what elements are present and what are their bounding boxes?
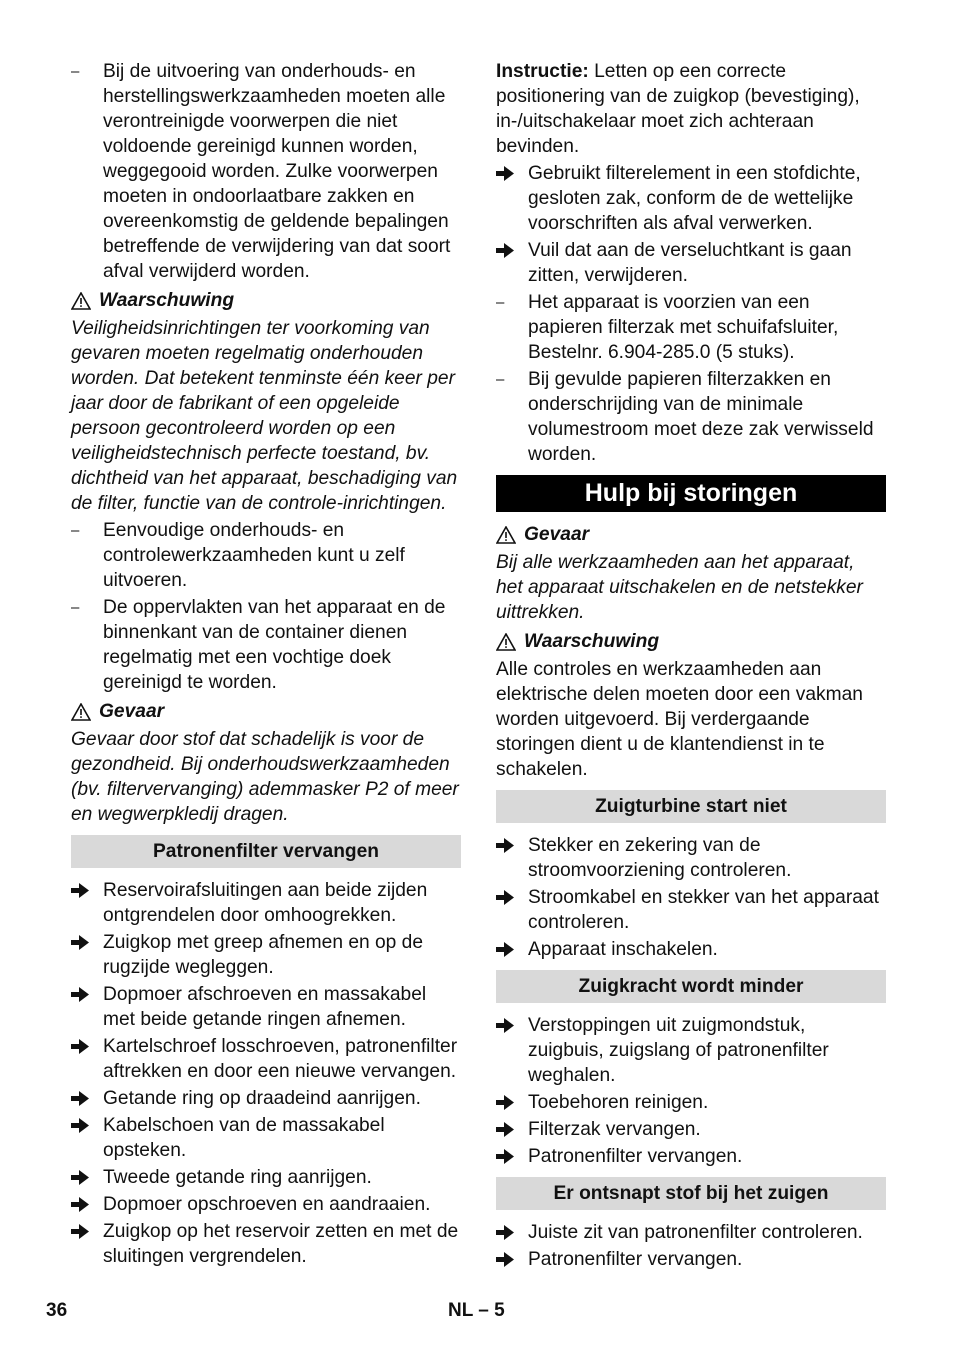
list-item-text: De oppervlakten van het apparaat en de binnenkant van de container dienen regelmatig met een vochtige doek gereinigd te worden. xyxy=(103,597,446,693)
arrow-right-icon xyxy=(496,161,524,181)
arrow-right-icon xyxy=(496,1247,524,1267)
arrow-right-icon xyxy=(71,1086,99,1106)
arrow-right-icon xyxy=(71,982,99,1002)
list-item-text: Dopmoer opschroeven en aandraaien. xyxy=(103,1194,431,1215)
page-number: 36 xyxy=(46,1300,68,1321)
list-item-text: Kabelschoen van de massakabel opsteken. xyxy=(103,1115,385,1161)
list-item-text: Apparaat inschakelen. xyxy=(528,939,718,960)
list-item-text: Bij gevulde papieren filterzakken en onderschrijding van de minimale volumestroom moet deze zak verwisseld worden. xyxy=(528,369,874,465)
instruction-label: Instructie: xyxy=(496,61,589,82)
list-item xyxy=(71,1086,461,1111)
list-item-text: Juiste zit van patronenfilter controleren. xyxy=(528,1222,863,1243)
instruction-paragraph xyxy=(496,59,886,159)
list-item xyxy=(496,1090,886,1115)
list-item xyxy=(496,1247,886,1272)
dash-marker: – xyxy=(71,63,80,80)
arrow-right-icon xyxy=(71,1165,99,1185)
list-item xyxy=(71,930,461,980)
arrow-right-icon xyxy=(71,1113,99,1133)
list-item xyxy=(71,59,461,284)
danger-heading xyxy=(71,699,461,724)
list-item xyxy=(496,885,886,935)
list-item xyxy=(71,1192,461,1217)
troubleshooting-sections xyxy=(496,790,886,1272)
list-item xyxy=(496,290,886,365)
arrow-right-icon xyxy=(496,1117,524,1137)
arrow-right-icon xyxy=(496,238,524,258)
list-item-text: Zuigkop met greep afnemen en op de rugzijde wegleggen. xyxy=(103,932,424,978)
language-page-marker: NL – 5 xyxy=(448,1300,505,1321)
arrow-right-icon xyxy=(496,885,524,905)
list-item xyxy=(496,1117,886,1142)
arrow-right-icon xyxy=(71,878,99,898)
list-item xyxy=(71,595,461,695)
list-item-text: Dopmoer afschroeven en massakabel met beide getande ringen afnemen. xyxy=(103,984,427,1030)
section-heading: Zuigkracht wordt minder xyxy=(496,970,886,1003)
list-item xyxy=(496,161,886,236)
list-item xyxy=(71,1113,461,1163)
danger-label: Gevaar xyxy=(524,524,590,545)
arrow-right-icon xyxy=(71,1192,99,1212)
warning-triangle-icon xyxy=(71,703,91,721)
list-item-text: Kartelschroef losschroeven, patronenfilter aftrekken en door een nieuwe vervangen. xyxy=(103,1036,458,1082)
list-item-text: Bij de uitvoering van onderhouds- en herstellingswerkzaamheden moeten alle verontreinigde voorwerpen die niet voldoende gereinigd kunnen worden, weggegooid worden. Zulke voorwerpen moeten in ondoorlaatbare zakken en overeenkomstig de geldende bepalingen betreffende de verwijdering van dat soort afval verwijderd worden. xyxy=(103,61,451,282)
list-item-text: Eenvoudige onderhouds- en controlewerkzaamheden kunt u zelf uitvoeren. xyxy=(103,520,405,591)
warning-triangle-icon xyxy=(496,526,516,544)
list-item-text: Vuil dat aan de verseluchtkant is gaan zitten, verwijderen. xyxy=(528,240,852,286)
list-item-text: Filterzak vervangen. xyxy=(528,1119,701,1140)
list-item xyxy=(496,1220,886,1245)
arrow-right-icon xyxy=(496,937,524,957)
warning-label: Waarschuwing xyxy=(99,290,235,311)
left-column xyxy=(71,59,461,1271)
list-item-text: Zuigkop op het reservoir zetten en met de sluitingen vergrendelen. xyxy=(103,1221,459,1267)
list-item-text: Verstoppingen uit zuigmondstuk, zuigbuis, zuigslang of patronenfilter weghalen. xyxy=(528,1015,829,1086)
list-item-text: Stroomkabel en stekker van het apparaat controleren. xyxy=(528,887,879,933)
step-list xyxy=(496,161,886,288)
dash-marker: – xyxy=(71,599,80,616)
dash-marker: – xyxy=(496,294,505,311)
section-heading: Zuigturbine start niet xyxy=(496,790,886,823)
warning-triangle-icon xyxy=(71,292,91,310)
list-item-text: Getande ring op draadeind aanrijgen. xyxy=(103,1088,421,1109)
list-item-text: Reservoirafsluitingen aan beide zijden ontgrendelen door omhoogrekken. xyxy=(103,880,428,926)
arrow-right-icon xyxy=(496,1090,524,1110)
warning-triangle-icon xyxy=(496,633,516,651)
danger-label: Gevaar xyxy=(99,701,165,722)
list-item xyxy=(496,367,886,467)
warning-text: Veiligheidsinrichtingen ter voorkoming van gevaren moeten regelmatig onderhouden worden. Dat betekent tenminste één keer per jaar door de fabrikant of een opgeleide persoon gecontroleerd worden op een veiligheidstechnisch perfecte toestand, bv. dichtheid van het apparaat, beschadiging van de filter, functie van de controle-inrichtingen. xyxy=(71,318,458,514)
list-item xyxy=(71,1219,461,1269)
list-item xyxy=(71,982,461,1032)
arrow-right-icon xyxy=(496,1144,524,1164)
list-item-text: Tweede getande ring aanrijgen. xyxy=(103,1167,372,1188)
right-column xyxy=(496,59,886,1274)
danger-text: Bij alle werkzaamheden aan het apparaat, het apparaat uitschakelen en de netstekker uittrekken. xyxy=(496,552,863,623)
danger-text: Gevaar door stof dat schadelijk is voor de gezondheid. Bij onderhoudswerkzaamheden (bv. filtervervanging) ademmasker P2 of meer en wegwerpkledij dragen. xyxy=(71,729,459,825)
chapter-title: Hulp bij storingen xyxy=(496,475,886,512)
danger-heading xyxy=(496,522,886,547)
list-item xyxy=(71,518,461,593)
list-item-text: Gebruikt filterelement in een stofdichte, gesloten zak, conform de de wettelijke voorschriften als afval verwerken. xyxy=(528,163,861,234)
warning-heading xyxy=(496,629,886,654)
arrow-right-icon xyxy=(496,833,524,853)
list-item xyxy=(71,878,461,928)
warning-heading xyxy=(71,288,461,313)
arrow-right-icon xyxy=(71,1219,99,1239)
section-heading: Patronenfilter vervangen xyxy=(71,835,461,868)
list-item xyxy=(71,1165,461,1190)
dash-marker: – xyxy=(496,371,505,388)
section-heading: Er ontsnapt stof bij het zuigen xyxy=(496,1177,886,1210)
step-list xyxy=(71,878,461,1269)
arrow-right-icon xyxy=(71,930,99,950)
warning-text: Alle controles en werkzaamheden aan elektrische delen moeten door een vakman worden uitgevoerd. Bij verdergaande storingen dient u de klantendienst in te schakelen. xyxy=(496,659,863,780)
list-item xyxy=(496,1144,886,1169)
dash-marker: – xyxy=(71,522,80,539)
list-item xyxy=(496,1013,886,1088)
warning-label: Waarschuwing xyxy=(524,631,660,652)
list-item-text: Het apparaat is voorzien van een papieren filterzak met schuifafsluiter, Bestelnr. 6.904-285.0 (5 stuks). xyxy=(528,292,839,363)
list-item-text: Patronenfilter vervangen. xyxy=(528,1249,743,1270)
list-item-text: Stekker en zekering van de stroomvoorziening controleren. xyxy=(528,835,792,881)
list-item-text: Patronenfilter vervangen. xyxy=(528,1146,743,1167)
list-item xyxy=(496,937,886,962)
arrow-right-icon xyxy=(496,1220,524,1240)
instruction-text: Letten op een correcte positionering van de zuigkop (bevestiging), in-/uitschakelaar moet zich achteraan bevinden. xyxy=(496,61,860,157)
arrow-right-icon xyxy=(496,1013,524,1033)
list-item xyxy=(71,1034,461,1084)
arrow-right-icon xyxy=(71,1034,99,1054)
list-item-text: Toebehoren reinigen. xyxy=(528,1092,709,1113)
list-item xyxy=(496,238,886,288)
list-item xyxy=(496,833,886,883)
